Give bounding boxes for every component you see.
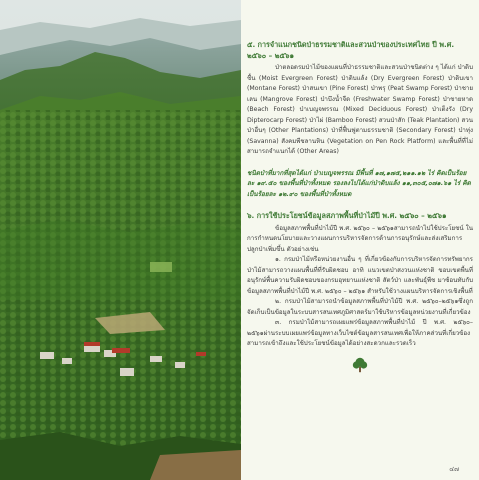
section-6-item-3: ๓. กรมป่าไม้สามารถเผยแพร่ข้อมูลสภาพพื้นที่ป่าไม้ ปี พ.ศ. ๒๕๖๐–๒๕๖๑ผ่านระบบเผยแพร่ข้อมูลทางเว็บไซต์ข้อมูลสารสนเทศเพื่อให้ภาคส่วนที่เกี่ยวข้องสามารถเข้าถึงและใช้ประโยชน์ข้อมูลได้อย่างสะดวกและรวดเร็ว [247, 319, 473, 347]
section-6-heading: ๖. การใช้ประโยชน์ข้อมูลสภาพพื้นที่ป่าไม้ปี พ.ศ. ๒๕๖๐ – ๒๕๖๑ [247, 211, 447, 220]
section-5-body: ป่าตลอดรมป่าไม้ของแผนที่ป่าธรรมชาติและสวนป่าชนิดต่าง ๆ ได้แก่ ป่าดิบชื้น (Moist Evergreen Forest) ป่าดิบแล้ง (Dry Evergreen Forest) ป่าดิบเขา (Montane Forest) ป่าสนเขา (Pine Forest) ป่าพรุ (Peat Swamp Forest) ป่าชายเลน (Mangrove Forest) ป่าบึงน้ำจืด (Freshwater Swamp Forest) ป่าชายหาด (Beach Forest) ป่าเบญจพรรณ (Mixed Deciduous Forest) ป่าเต็งรัง (Dry Dipterocarp Forest) ป่าไผ่ (Bamboo Forest) สวนป่าสัก (Teak Plantation) สวนป่าอื่นๆ (Other Plantations) ป่าที่ฟื้นฟูตามธรรมชาติ (Secondary Forest) ป่าทุ่ง (Savanna) สังคมพืชลานหิน (Vegetation on Pen Rock Platform) และพื้นที่ที่ไม่สามารถจำแนกได้ (Other Areas) [247, 64, 473, 155]
section-6-item-1: ๑. กรมป่าไม้หรือหน่วยงานอื่น ๆ ที่เกี่ยวข้องกับการบริหารจัดการทรัพยากรป่าไม้สามารถวางแผนพื้นที่ที่รับผิดชอบ อาทิ แนวเขตป่าสงวนแห่งชาติ ขอบเขตพื้นที่อนุรักษ์พื้นความรับผิดชอบของกรมอุทยานแห่งชาติ สัตว์ป่า และพันธุ์พืช มาซ้อนทับกับข้อมูลสภาพพื้นที่ป่าไม้ปี พ.ศ. ๒๕๖๐ – ๒๕๖๑ สำหรับใช้วางแผนบริหารจัดการเชิงพื้นที่ [247, 256, 473, 295]
section-6-item-2: ๒. กรมป่าไม้สามารถนำข้อมูลสภาพพื้นที่ป่าไม้ปี พ.ศ. ๒๕๖๐–๒๕๖๑ซึ่งถูกจัดเก็บเป็นข้อมูลในระบบสารสนเทศภูมิศาสตร์มาใช้บริหารข้อมูลหน่วยงานที่เกี่ยวข้อง [247, 298, 473, 316]
section-5-heading: ๕. การจำแนกชนิดป่าธรรมชาติและสวนป่าของประเทศไทย ปี พ.ศ. ๒๕๖๐ – ๒๕๖๑ [247, 40, 455, 60]
tree-icon [351, 356, 369, 374]
section-6-intro: ข้อมูลสภาพพื้นที่ป่าไม้ปี พ.ศ. ๒๕๖๐ – ๒๕๖๑สามารถนำไปใช้ประโยชน์ ในการกำหนดนโยบายและวางแผนการบริหารจัดการด้านการอนุรักษ์และส่งเสริมการปลูกป่าเพิ่มขึ้น ตัวอย่างเช่น [247, 224, 473, 253]
section-5-summary: ชนิดป่าที่มากที่สุดได้แก่ ป่าเบญจพรรณ มีพื้นที่ ๑๗,๑๗๕,๒๑๑.๑๒ ไร่ คิดเป็นร้อยละ ๑๙.๕๐ ของพื้นที่ป่าทั้งหมด รองลงไปได้แก่ป่าดิบแล้ง ๑๑,๓๐๕,๐๗๑.๖๑ ไร่ คิดเป็นร้อยละ ๑๒.๙๐ ของพื้นที่ป่าทั้งหมด [247, 168, 471, 198]
text-column [247, 40, 473, 480]
page-number: ๔๗ [449, 465, 459, 473]
